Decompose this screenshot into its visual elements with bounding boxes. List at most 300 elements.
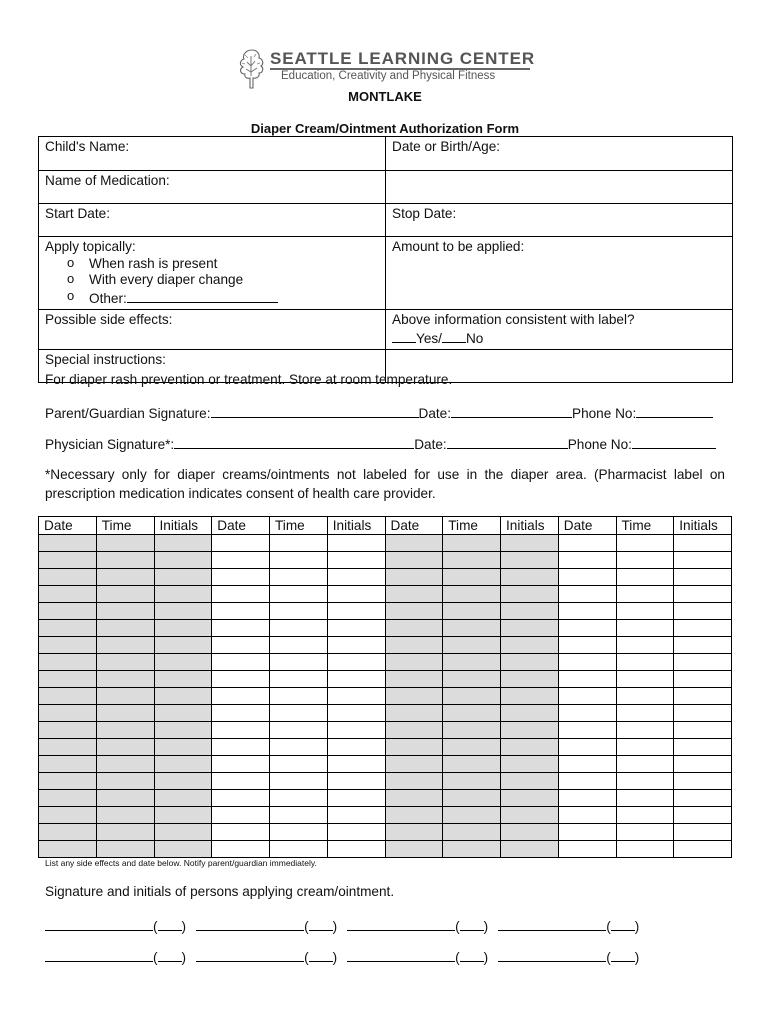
log-cell[interactable] [616, 722, 674, 739]
log-cell[interactable] [327, 688, 385, 705]
stop-date-field[interactable] [386, 204, 733, 237]
log-cell[interactable] [96, 790, 154, 807]
log-cell[interactable] [270, 671, 328, 688]
log-cell[interactable] [96, 552, 154, 569]
log-cell[interactable] [96, 807, 154, 824]
log-cell[interactable] [327, 603, 385, 620]
no-label: No [465, 330, 484, 346]
log-cell[interactable] [212, 705, 270, 722]
log-cell[interactable] [385, 739, 443, 756]
log-cell[interactable] [674, 773, 732, 790]
log-cell[interactable] [327, 620, 385, 637]
log-cell[interactable] [443, 756, 501, 773]
log-cell[interactable] [212, 654, 270, 671]
log-cell[interactable] [385, 569, 443, 586]
log-cell[interactable] [501, 569, 559, 586]
log-cell[interactable] [212, 603, 270, 620]
log-cell[interactable] [212, 552, 270, 569]
log-cell[interactable] [212, 620, 270, 637]
log-cell[interactable] [674, 824, 732, 841]
log-cell[interactable] [616, 688, 674, 705]
log-cell[interactable] [270, 620, 328, 637]
log-cell[interactable] [39, 637, 97, 654]
log-cell[interactable] [616, 807, 674, 824]
log-cell[interactable] [616, 637, 674, 654]
log-cell[interactable] [501, 671, 559, 688]
log-cell[interactable] [154, 637, 212, 654]
log-cell[interactable] [674, 552, 732, 569]
side-effects-field[interactable] [39, 310, 386, 350]
physician-phone-label: Phone No: [567, 437, 632, 452]
log-cell[interactable] [327, 586, 385, 603]
log-cell[interactable] [385, 756, 443, 773]
log-cell[interactable] [327, 705, 385, 722]
log-cell[interactable] [327, 654, 385, 671]
log-cell[interactable] [674, 603, 732, 620]
log-header-cell: Time [616, 517, 674, 535]
log-cell[interactable] [154, 620, 212, 637]
log-cell[interactable] [558, 654, 616, 671]
log-cell[interactable] [558, 688, 616, 705]
log-cell[interactable] [327, 722, 385, 739]
physician-signature-input[interactable] [174, 435, 414, 449]
initials-input[interactable] [611, 917, 635, 931]
initials-input[interactable] [460, 948, 484, 962]
log-cell[interactable] [558, 790, 616, 807]
log-cell[interactable] [674, 790, 732, 807]
signature-input[interactable] [45, 948, 153, 962]
log-cell[interactable] [154, 603, 212, 620]
log-cell[interactable] [385, 824, 443, 841]
log-cell[interactable] [501, 654, 559, 671]
log-cell[interactable] [443, 654, 501, 671]
log-cell[interactable] [270, 722, 328, 739]
log-cell[interactable] [270, 603, 328, 620]
log-cell[interactable] [154, 569, 212, 586]
signature-input[interactable] [347, 948, 455, 962]
table-row [39, 654, 732, 671]
log-cell[interactable] [39, 773, 97, 790]
table-row [39, 739, 732, 756]
log-cell[interactable] [385, 620, 443, 637]
log-cell[interactable] [558, 569, 616, 586]
info-table [38, 136, 733, 383]
log-cell[interactable] [96, 773, 154, 790]
log-cell[interactable] [501, 841, 559, 858]
amount-field[interactable] [386, 237, 733, 310]
log-cell[interactable] [154, 824, 212, 841]
log-cell[interactable] [616, 773, 674, 790]
log-cell[interactable] [616, 586, 674, 603]
log-cell[interactable] [39, 705, 97, 722]
parent-signature-label: Parent/Guardian Signature: [45, 406, 211, 421]
log-cell[interactable] [270, 586, 328, 603]
option-every-change[interactable] [67, 272, 379, 289]
log-cell[interactable] [212, 586, 270, 603]
log-cell[interactable] [154, 739, 212, 756]
log-cell[interactable] [674, 756, 732, 773]
log-cell[interactable] [96, 688, 154, 705]
log-cell[interactable] [443, 586, 501, 603]
log-cell[interactable] [674, 807, 732, 824]
signature-input[interactable] [196, 917, 304, 931]
log-cell[interactable] [443, 569, 501, 586]
log-cell[interactable] [443, 807, 501, 824]
log-cell[interactable] [270, 773, 328, 790]
initials-input[interactable] [309, 948, 333, 962]
log-cell[interactable] [674, 671, 732, 688]
log-cell[interactable] [616, 569, 674, 586]
log-cell[interactable] [154, 773, 212, 790]
log-cell[interactable] [154, 654, 212, 671]
log-cell[interactable] [39, 688, 97, 705]
log-cell[interactable] [501, 756, 559, 773]
log-cell[interactable] [674, 841, 732, 858]
log-cell[interactable] [39, 586, 97, 603]
log-cell[interactable] [443, 603, 501, 620]
initials-input[interactable] [611, 948, 635, 962]
log-cell[interactable] [443, 824, 501, 841]
log-cell[interactable] [270, 739, 328, 756]
log-cell[interactable] [501, 535, 559, 552]
log-cell[interactable] [616, 654, 674, 671]
log-cell[interactable] [327, 535, 385, 552]
log-cell[interactable] [616, 790, 674, 807]
log-cell[interactable] [558, 841, 616, 858]
log-cell[interactable] [385, 841, 443, 858]
log-cell[interactable] [501, 790, 559, 807]
signature-input[interactable] [498, 917, 606, 931]
log-cell[interactable] [558, 552, 616, 569]
log-cell[interactable] [501, 824, 559, 841]
log-cell[interactable] [327, 824, 385, 841]
log-cell[interactable] [39, 603, 97, 620]
log-header-cell: Date [385, 517, 443, 535]
log-cell[interactable] [327, 671, 385, 688]
side-effects-note: List any side effects and date below. Notify parent/guardian immediately. [45, 858, 317, 868]
table-row [39, 671, 732, 688]
table-row [39, 807, 732, 824]
log-cell[interactable] [39, 790, 97, 807]
log-cell[interactable] [385, 807, 443, 824]
log-header-cell: Initials [154, 517, 212, 535]
log-cell[interactable] [443, 535, 501, 552]
table-row [39, 620, 732, 637]
log-cell[interactable] [212, 569, 270, 586]
log-cell[interactable] [616, 620, 674, 637]
log-cell[interactable] [443, 620, 501, 637]
log-cell[interactable] [96, 637, 154, 654]
log-cell[interactable] [212, 637, 270, 654]
log-cell[interactable] [616, 841, 674, 858]
log-cell[interactable] [616, 603, 674, 620]
log-cell[interactable] [154, 756, 212, 773]
no-blank[interactable] [442, 329, 466, 343]
log-cell[interactable] [270, 688, 328, 705]
log-cell[interactable] [39, 654, 97, 671]
log-cell[interactable] [674, 722, 732, 739]
log-cell[interactable] [558, 586, 616, 603]
log-cell[interactable] [270, 552, 328, 569]
log-cell[interactable] [443, 739, 501, 756]
log-cell[interactable] [96, 705, 154, 722]
log-cell[interactable] [39, 756, 97, 773]
log-cell[interactable] [443, 841, 501, 858]
log-cell[interactable] [96, 603, 154, 620]
log-cell[interactable] [212, 535, 270, 552]
log-cell[interactable] [443, 722, 501, 739]
table-row [39, 552, 732, 569]
log-cell[interactable] [616, 705, 674, 722]
log-cell[interactable] [39, 671, 97, 688]
log-cell[interactable] [154, 790, 212, 807]
log-cell[interactable] [39, 722, 97, 739]
signature-input[interactable] [45, 917, 153, 931]
log-cell[interactable] [501, 739, 559, 756]
log-cell[interactable] [501, 688, 559, 705]
log-cell[interactable] [154, 688, 212, 705]
log-cell[interactable] [212, 739, 270, 756]
yes-blank[interactable] [392, 329, 416, 343]
table-row [39, 773, 732, 790]
childs-name-field[interactable] [39, 137, 386, 171]
log-cell[interactable] [674, 654, 732, 671]
log-cell[interactable] [212, 688, 270, 705]
log-cell[interactable] [270, 790, 328, 807]
log-cell[interactable] [154, 671, 212, 688]
signature-input[interactable] [347, 917, 455, 931]
log-cell[interactable] [443, 773, 501, 790]
log-cell[interactable] [96, 722, 154, 739]
initials-input[interactable] [309, 917, 333, 931]
log-cell[interactable] [39, 620, 97, 637]
log-cell[interactable] [385, 671, 443, 688]
log-cell[interactable] [96, 671, 154, 688]
log-cell[interactable] [385, 705, 443, 722]
log-cell[interactable] [616, 535, 674, 552]
log-cell[interactable] [674, 705, 732, 722]
log-cell[interactable] [39, 807, 97, 824]
log-cell[interactable] [39, 824, 97, 841]
log-cell[interactable] [327, 552, 385, 569]
log-cell[interactable] [443, 637, 501, 654]
paren: ( [153, 919, 158, 934]
log-cell[interactable] [96, 620, 154, 637]
log-cell[interactable] [327, 756, 385, 773]
log-cell[interactable] [616, 824, 674, 841]
log-cell[interactable] [558, 739, 616, 756]
log-cell[interactable] [327, 790, 385, 807]
paren: ( [455, 950, 460, 965]
log-cell[interactable] [96, 586, 154, 603]
log-cell[interactable] [558, 671, 616, 688]
log-cell[interactable] [674, 637, 732, 654]
log-cell[interactable] [558, 603, 616, 620]
log-cell[interactable] [154, 807, 212, 824]
log-cell[interactable] [154, 841, 212, 858]
log-cell[interactable] [616, 671, 674, 688]
start-date-field[interactable] [39, 204, 386, 237]
parent-phone-input[interactable] [636, 404, 713, 418]
paren: ) [634, 919, 640, 934]
log-cell[interactable] [327, 773, 385, 790]
log-cell[interactable] [270, 824, 328, 841]
log-cell[interactable] [212, 773, 270, 790]
log-cell[interactable] [501, 705, 559, 722]
log-cell[interactable] [385, 722, 443, 739]
log-cell[interactable] [674, 569, 732, 586]
table-row [39, 569, 732, 586]
dob-age-field[interactable] [386, 137, 733, 171]
log-cell[interactable] [154, 552, 212, 569]
log-cell[interactable] [270, 841, 328, 858]
log-cell[interactable] [674, 688, 732, 705]
log-cell[interactable] [501, 807, 559, 824]
paren: ) [483, 919, 489, 934]
log-cell[interactable] [270, 705, 328, 722]
log-cell[interactable] [96, 654, 154, 671]
log-cell[interactable] [674, 586, 732, 603]
log-cell[interactable] [212, 807, 270, 824]
log-cell[interactable] [443, 671, 501, 688]
log-cell[interactable] [674, 620, 732, 637]
log-cell[interactable] [270, 569, 328, 586]
physician-phone-input[interactable] [632, 435, 716, 449]
log-cell[interactable] [212, 671, 270, 688]
log-cell[interactable] [558, 807, 616, 824]
log-cell[interactable] [385, 773, 443, 790]
log-cell[interactable] [270, 807, 328, 824]
log-cell[interactable] [385, 535, 443, 552]
log-cell[interactable] [558, 722, 616, 739]
parent-signature-input[interactable] [211, 404, 419, 418]
log-cell[interactable] [39, 569, 97, 586]
log-cell[interactable] [39, 535, 97, 552]
log-cell[interactable] [501, 722, 559, 739]
paren: ) [332, 950, 338, 965]
log-cell[interactable] [443, 790, 501, 807]
log-cell[interactable] [558, 637, 616, 654]
log-cell[interactable] [154, 535, 212, 552]
log-cell[interactable] [501, 637, 559, 654]
medication-value-field[interactable] [386, 171, 733, 204]
log-cell[interactable] [674, 739, 732, 756]
yes-label: Yes/ [416, 330, 442, 346]
log-cell[interactable] [385, 688, 443, 705]
table-row [39, 586, 732, 603]
log-cell[interactable] [39, 739, 97, 756]
log-cell[interactable] [327, 739, 385, 756]
option-label: With every diaper change [89, 272, 244, 287]
other-input-line[interactable] [127, 289, 278, 303]
log-cell[interactable] [443, 552, 501, 569]
log-cell[interactable] [327, 841, 385, 858]
log-cell[interactable] [501, 552, 559, 569]
log-cell[interactable] [154, 722, 212, 739]
log-cell[interactable] [443, 705, 501, 722]
paren: ( [304, 950, 309, 965]
log-cell[interactable] [616, 739, 674, 756]
log-cell[interactable] [96, 841, 154, 858]
log-cell[interactable] [212, 722, 270, 739]
medication-label: Name of Medication: [45, 173, 170, 188]
consent-note: *Necessary only for diaper creams/ointments not labeled for use in the diaper area. (Pharmacist label on prescription medication indicates consent of health care provider. [45, 467, 725, 501]
log-cell[interactable] [327, 637, 385, 654]
log-cell[interactable] [270, 756, 328, 773]
log-cell[interactable] [154, 705, 212, 722]
log-cell[interactable] [270, 637, 328, 654]
medication-field[interactable] [39, 171, 386, 204]
log-cell[interactable] [501, 773, 559, 790]
signature-heading: Signature and initials of persons applying cream/ointment. [45, 884, 395, 899]
log-cell[interactable] [501, 620, 559, 637]
log-cell[interactable] [558, 535, 616, 552]
table-row [39, 705, 732, 722]
log-cell[interactable] [501, 603, 559, 620]
log-cell[interactable] [558, 824, 616, 841]
log-cell[interactable] [501, 586, 559, 603]
log-cell[interactable] [212, 790, 270, 807]
log-cell[interactable] [674, 535, 732, 552]
log-cell[interactable] [558, 773, 616, 790]
prevention-text: For diaper rash prevention or treatment. Store at room temperature. [45, 372, 453, 387]
log-cell[interactable] [385, 637, 443, 654]
initials-input[interactable] [158, 948, 182, 962]
log-cell[interactable] [96, 569, 154, 586]
log-cell[interactable] [154, 586, 212, 603]
log-cell[interactable] [616, 552, 674, 569]
signature-input[interactable] [196, 948, 304, 962]
log-cell[interactable] [270, 535, 328, 552]
log-cell[interactable] [96, 824, 154, 841]
log-cell[interactable] [385, 586, 443, 603]
initials-input[interactable] [158, 917, 182, 931]
option-rash-present[interactable] [67, 256, 379, 273]
log-cell[interactable] [96, 535, 154, 552]
signature-input[interactable] [498, 948, 606, 962]
parent-date-input[interactable] [451, 404, 572, 418]
form-title: Diaper Cream/Ointment Authorization Form [250, 121, 520, 136]
log-cell[interactable] [96, 739, 154, 756]
dob-age-label: Date or Birth/Age: [392, 139, 501, 154]
log-cell[interactable] [385, 790, 443, 807]
log-cell[interactable] [96, 756, 154, 773]
log-cell[interactable] [212, 841, 270, 858]
log-cell[interactable] [327, 807, 385, 824]
table-row [39, 756, 732, 773]
log-header-cell: Time [96, 517, 154, 535]
log-cell[interactable] [443, 688, 501, 705]
log-cell[interactable] [212, 756, 270, 773]
log-cell[interactable] [558, 756, 616, 773]
log-cell[interactable] [39, 841, 97, 858]
log-cell[interactable] [385, 603, 443, 620]
initials-input[interactable] [460, 917, 484, 931]
log-cell[interactable] [385, 654, 443, 671]
table-row [39, 722, 732, 739]
application-log-table [38, 516, 732, 858]
log-cell[interactable] [385, 552, 443, 569]
log-cell[interactable] [327, 569, 385, 586]
log-cell[interactable] [270, 654, 328, 671]
log-cell[interactable] [558, 705, 616, 722]
log-cell[interactable] [616, 756, 674, 773]
log-cell[interactable] [212, 824, 270, 841]
option-other[interactable] [67, 289, 379, 308]
log-cell[interactable] [558, 620, 616, 637]
physician-date-input[interactable] [447, 435, 568, 449]
log-cell[interactable] [39, 552, 97, 569]
